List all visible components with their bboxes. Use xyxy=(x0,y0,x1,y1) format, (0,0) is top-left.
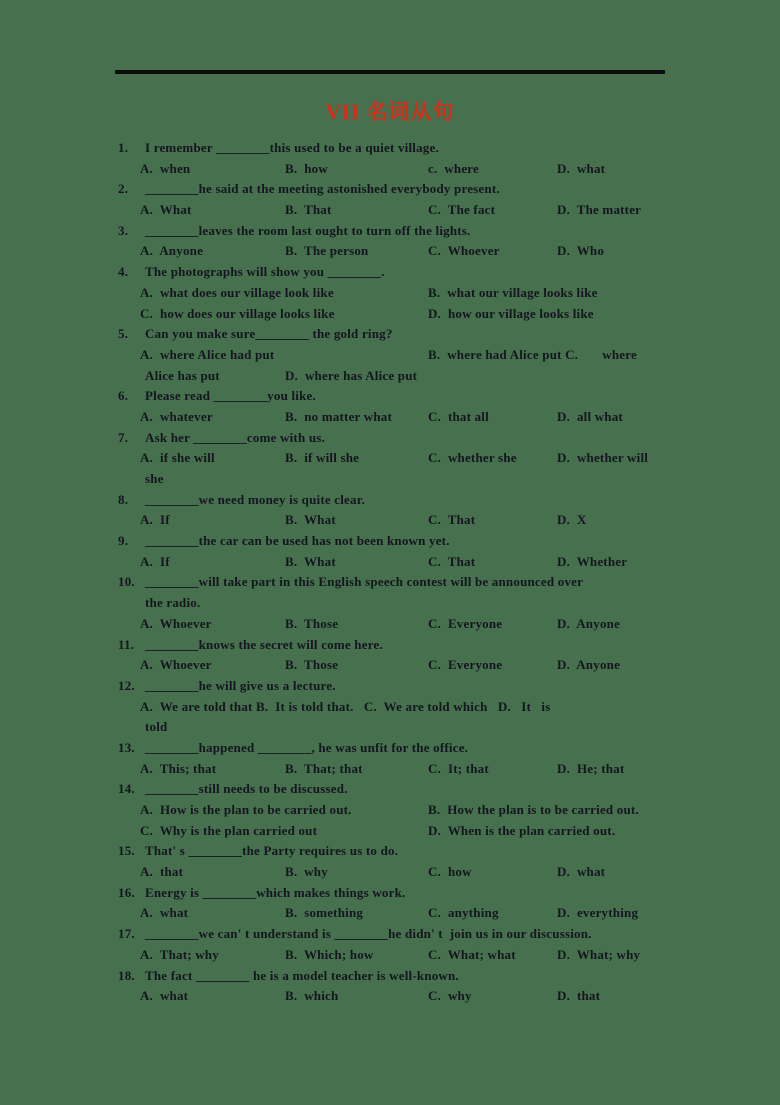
option-cell: C. that all xyxy=(428,408,489,424)
question-row xyxy=(118,780,678,801)
question-row xyxy=(118,387,678,408)
question-row xyxy=(118,884,678,905)
option-row xyxy=(118,801,678,822)
option-cell: D. X xyxy=(557,512,587,528)
stem-text: The photographs will show you ________. xyxy=(145,264,385,280)
stem-text: ________knows the secret will come here. xyxy=(145,636,383,652)
stem-text: ________will take part in this English speech contest will be announced over xyxy=(145,574,584,590)
question-row xyxy=(118,491,678,512)
question-number: 12. xyxy=(118,677,135,693)
question-row xyxy=(118,139,678,160)
question-row xyxy=(118,739,678,760)
option-cell: A. what xyxy=(140,988,189,1004)
option-row xyxy=(118,201,678,222)
question-row xyxy=(118,925,678,946)
stem-text: ________the car can be used has not been known yet. xyxy=(145,533,450,549)
question-row xyxy=(118,429,678,450)
option-cell: B. What xyxy=(285,512,336,528)
top-rule xyxy=(115,70,665,74)
option-cell: A. If xyxy=(140,553,170,569)
question-row xyxy=(118,594,678,615)
option-cell: D. What; why xyxy=(557,946,641,962)
option-cell: D. what xyxy=(557,864,606,880)
option-row xyxy=(118,760,678,781)
option-row xyxy=(118,284,678,305)
option-cell: A. where Alice had put xyxy=(140,346,275,362)
option-cell: B. Those xyxy=(285,615,339,631)
option-cell: D. how our village looks like xyxy=(428,305,594,321)
stem-text: I remember ________this used to be a quiet village. xyxy=(145,140,439,155)
option-cell: C. Whoever xyxy=(428,243,500,259)
option-cell: A. This; that xyxy=(140,760,217,776)
option-cell: B. no matter what xyxy=(285,408,392,424)
option-cell: A. We are told that B. It is told that. C. We are told which D. It is xyxy=(140,698,551,714)
question-row xyxy=(118,842,678,863)
option-row xyxy=(118,305,678,326)
option-cell: C. That xyxy=(428,553,476,569)
option-cell: D. whether will xyxy=(557,450,649,466)
question-number: 11. xyxy=(118,636,135,652)
option-row xyxy=(118,822,678,843)
question-number: 2. xyxy=(118,181,129,197)
option-cell: A. What xyxy=(140,202,192,218)
option-cell: told xyxy=(145,719,168,735)
question-number: 7. xyxy=(118,429,129,445)
question-row xyxy=(118,967,678,988)
option-cell: C. how does our village looks like xyxy=(140,305,335,321)
option-cell: D. what xyxy=(557,160,606,176)
option-cell: B. The person xyxy=(285,243,369,259)
option-cell: A. How is the plan to be carried out. xyxy=(140,802,352,817)
option-cell: A. that xyxy=(140,864,184,880)
option-row xyxy=(118,718,678,739)
option-cell: B. How the plan is to be carried out. xyxy=(428,802,639,817)
stem-text: the radio. xyxy=(145,595,201,611)
option-cell: D. Anyone xyxy=(557,615,621,631)
question-row xyxy=(118,573,678,594)
stem-text: ________he said at the meeting astonished everybody present. xyxy=(145,181,500,197)
question-number: 10. xyxy=(118,574,135,590)
question-number: 6. xyxy=(118,388,129,404)
option-row xyxy=(118,904,678,925)
option-cell: A. when xyxy=(140,160,191,176)
option-cell: A. That; why xyxy=(140,946,219,962)
option-cell: A. Anyone xyxy=(140,243,204,259)
question-number: 3. xyxy=(118,222,129,238)
option-row xyxy=(118,987,678,1008)
option-cell: C. whether she xyxy=(428,450,517,466)
option-cell: A. what xyxy=(140,905,189,921)
option-row xyxy=(118,408,678,429)
question-number: 1. xyxy=(118,140,129,155)
option-cell: D. where has Alice put xyxy=(285,367,418,383)
option-cell: A. Whoever xyxy=(140,615,212,631)
question-row xyxy=(118,222,678,243)
question-row xyxy=(118,677,678,698)
option-cell: C. Why is the plan carried out xyxy=(140,822,318,838)
stem-text: Can you make sure________ the gold ring? xyxy=(145,326,393,342)
option-cell: C. It; that xyxy=(428,760,489,776)
stem-text: Energy is ________which makes things work. xyxy=(145,884,406,900)
question-number: 5. xyxy=(118,326,129,342)
stem-text: The fact ________ he is a model teacher is well-known. xyxy=(145,967,459,983)
option-cell: B. if will she xyxy=(285,450,360,466)
questions xyxy=(118,139,678,1008)
option-cell: C. That xyxy=(428,512,476,528)
stem-text: Ask her ________come with us. xyxy=(145,429,325,445)
question-number: 4. xyxy=(118,264,129,280)
question-number: 17. xyxy=(118,926,135,942)
stem-text: ________he will give us a lecture. xyxy=(145,677,336,693)
option-cell: D. Who xyxy=(557,243,605,259)
option-cell: B. which xyxy=(285,988,339,1004)
option-cell: C. What; what xyxy=(428,946,516,962)
option-row xyxy=(118,449,678,470)
option-cell: D. Anyone xyxy=(557,657,621,673)
question-number: 13. xyxy=(118,739,135,755)
stem-text: ________we can' t understand is ________he didn' t join us in our discussion. xyxy=(145,926,592,942)
question-row xyxy=(118,325,678,346)
option-cell: B. something xyxy=(285,905,364,921)
option-cell: c. where xyxy=(428,160,480,176)
option-cell: C. Everyone xyxy=(428,615,503,631)
option-cell: A. what does our village look like xyxy=(140,284,334,300)
stem-text: That' s ________the Party requires us to do. xyxy=(145,843,399,859)
option-cell: Alice has put xyxy=(145,367,220,383)
question-number: 15. xyxy=(118,843,135,859)
option-cell: D. everything xyxy=(557,905,639,921)
option-row xyxy=(118,615,678,636)
option-row xyxy=(118,367,678,388)
option-cell: C. why xyxy=(428,988,472,1004)
question-row xyxy=(118,263,678,284)
option-cell: she xyxy=(145,471,164,486)
option-row xyxy=(118,242,678,263)
question-number: 16. xyxy=(118,884,135,900)
option-cell: A. If xyxy=(140,512,170,528)
option-row xyxy=(118,160,678,181)
option-cell: B. how xyxy=(285,160,328,176)
option-cell: A. if she will xyxy=(140,450,215,466)
option-row xyxy=(118,946,678,967)
page-title: VII 名词从句 xyxy=(325,100,455,124)
option-cell: B. That; that xyxy=(285,760,363,776)
option-cell: D. He; that xyxy=(557,760,625,776)
stem-text: ________leaves the room last ought to turn off the lights. xyxy=(145,222,471,238)
option-row xyxy=(118,698,678,719)
option-row xyxy=(118,553,678,574)
stem-text: ________we need money is quite clear. xyxy=(145,491,365,507)
option-cell: D. all what xyxy=(557,408,623,424)
stem-text: Please read ________you like. xyxy=(145,388,316,404)
option-cell: C. The fact xyxy=(428,202,496,218)
question-number: 14. xyxy=(118,781,135,797)
option-cell: C. how xyxy=(428,864,472,880)
option-row xyxy=(118,656,678,677)
option-cell: B. why xyxy=(285,864,328,880)
option-row xyxy=(118,863,678,884)
option-cell: D. When is the plan carried out. xyxy=(428,822,616,838)
question-number: 9. xyxy=(118,533,129,549)
question-row xyxy=(118,532,678,553)
option-cell: D. The matter xyxy=(557,202,642,218)
stem-text: ________still needs to be discussed. xyxy=(145,781,348,797)
option-cell: A. Whoever xyxy=(140,657,212,673)
option-cell: B. Which; how xyxy=(285,946,374,962)
option-cell: B. What xyxy=(285,553,336,569)
option-cell: D. Whether xyxy=(557,553,628,569)
option-cell: B. where had Alice put C. where xyxy=(428,346,637,362)
question-number: 8. xyxy=(118,491,129,507)
option-cell: A. whatever xyxy=(140,408,213,424)
option-cell: D. that xyxy=(557,988,601,1004)
option-cell: B. That xyxy=(285,202,332,218)
option-row xyxy=(118,511,678,532)
option-cell: B. Those xyxy=(285,657,339,673)
option-row xyxy=(118,346,678,367)
option-cell: C. anything xyxy=(428,905,499,921)
question-row xyxy=(118,636,678,657)
option-cell: B. what our village looks like xyxy=(428,284,598,300)
question-row xyxy=(118,180,678,201)
question-number: 18. xyxy=(118,967,135,983)
option-row xyxy=(118,470,678,491)
stem-text: ________happened ________, he was unfit for the office. xyxy=(145,739,469,755)
option-cell: C. Everyone xyxy=(428,657,503,673)
